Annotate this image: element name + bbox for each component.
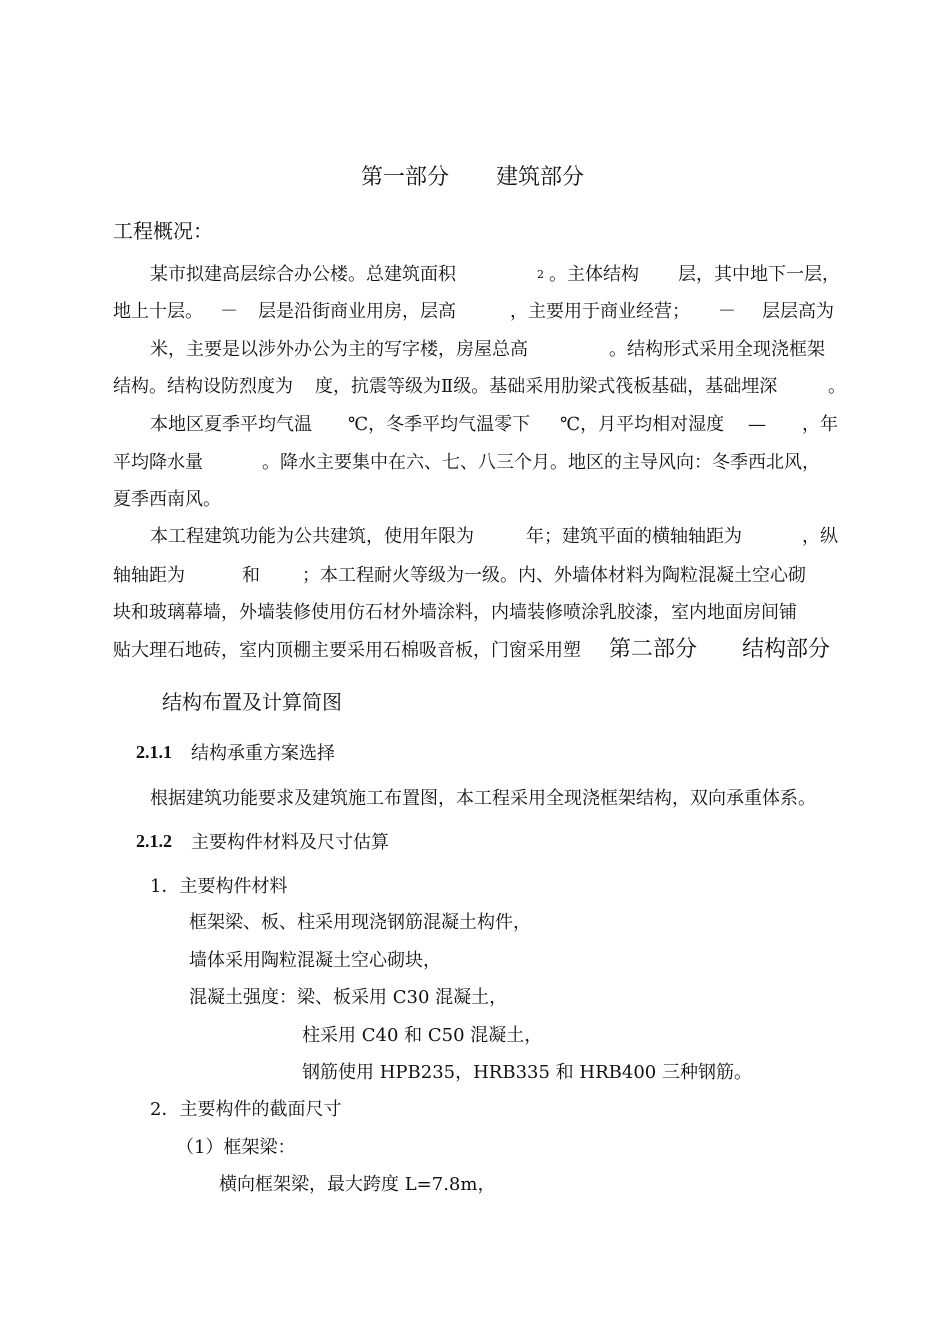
section-title: 结构承重方案选择 — [191, 743, 335, 764]
section-title: 主要构件材料及尺寸估算 — [191, 832, 389, 853]
list-item-text: 钢筋使用 HPB235，HRB335 和 HRB400 三种钢筋。 — [302, 1062, 752, 1083]
part2-title-a: 第二部分 — [609, 637, 698, 662]
superscript: 2 — [537, 268, 544, 281]
part2-title-b: 结构部分 — [742, 637, 831, 662]
p3-text: 贴大理石地砖，室内顶棚主要采用石棉吸音板，门窗采用塑 — [113, 640, 581, 661]
list-item-text: 混凝土强度：梁、板采用 C30 混凝土， — [189, 987, 508, 1008]
part1-title-a: 第一部分 — [361, 165, 450, 190]
p1-text: 度，抗震等级为Ⅱ级。基础采用肋梁式筏板基础，基础埋深 — [315, 376, 778, 397]
p2-text: 平均降水量 — [113, 452, 203, 473]
p1-text — [537, 263, 544, 287]
p1-text: 。 — [828, 376, 846, 397]
p1-text: ，主要用于商业经营； — [510, 301, 690, 322]
p1-text: 。结构形式采用全现浇框架 — [609, 339, 825, 360]
p2-text: 。降水主要集中在六、七、八三个月。地区的主导风向：冬季西北风， — [262, 452, 820, 473]
p1-text: 层，其中地下一层， — [678, 264, 840, 285]
list-item: 1．主要构件材料 — [150, 876, 288, 897]
p1-text: 某市拟建高层综合办公楼。总建筑面积 — [150, 264, 456, 285]
p1-text: － — [718, 301, 736, 322]
p2-text: 本地区夏季平均气温 — [150, 414, 312, 435]
p1-text: 。主体结构 — [549, 264, 639, 285]
p3-text: 轴轴距为 — [113, 565, 185, 586]
p2-text: ℃，冬季平均气温零下 — [348, 414, 531, 435]
list-subitem: （1）框架梁： — [176, 1137, 296, 1158]
overview-heading: 工程概况： — [113, 219, 213, 243]
p3-text: ，纵 — [802, 526, 838, 547]
p2-text: ，年 — [802, 414, 838, 435]
p2-text: ℃，月平均相对湿度 — [560, 414, 725, 435]
p1-text: 层层高为 — [762, 301, 834, 322]
p2-text: — — [748, 414, 766, 435]
p3-text: 年；建筑平面的横轴轴距为 — [526, 526, 742, 547]
p1-text: 米，主要是以涉外办公为主的写字楼，房屋总高 — [150, 339, 528, 360]
list-item: 2．主要构件的截面尺寸 — [150, 1099, 342, 1120]
list-item-text: 横向框架梁，最大跨度 L=7.8m， — [219, 1174, 496, 1195]
p2-text: 夏季西南风。 — [113, 489, 221, 510]
p1-text: 结构。结构设防烈度为 — [113, 376, 293, 397]
p1-text: － — [220, 301, 238, 322]
list-item-text: 墙体采用陶粒混凝土空心砌块， — [189, 950, 441, 971]
structure-heading: 结构布置及计算简图 — [162, 690, 342, 714]
list-item-text: 柱采用 C40 和 C50 混凝土， — [302, 1025, 543, 1046]
p3-text: 块和玻璃幕墙，外墙装修使用仿石材外墙涂料，内墙装修喷涂乳胶漆，室内地面房间铺 — [113, 602, 797, 623]
p1-text: 地上十层。 — [113, 301, 203, 322]
section-number: 2.1.2 — [136, 831, 172, 851]
section-body: 根据建筑功能要求及建筑施工布置图，本工程采用全现浇框架结构，双向承重体系。 — [150, 788, 816, 809]
p1-text: 层是沿街商业用房，层高 — [258, 301, 456, 322]
part1-title-b: 建筑部分 — [496, 165, 585, 190]
list-item-text: 框架梁、板、柱采用现浇钢筋混凝土构件， — [189, 912, 531, 933]
section-number: 2.1.1 — [136, 742, 172, 762]
p3-text: 和 — [242, 565, 260, 586]
p3-text: ；本工程耐火等级为一级。内、外墙体材料为陶粒混凝土空心砌 — [302, 565, 806, 586]
p3-text: 本工程建筑功能为公共建筑，使用年限为 — [150, 526, 474, 547]
